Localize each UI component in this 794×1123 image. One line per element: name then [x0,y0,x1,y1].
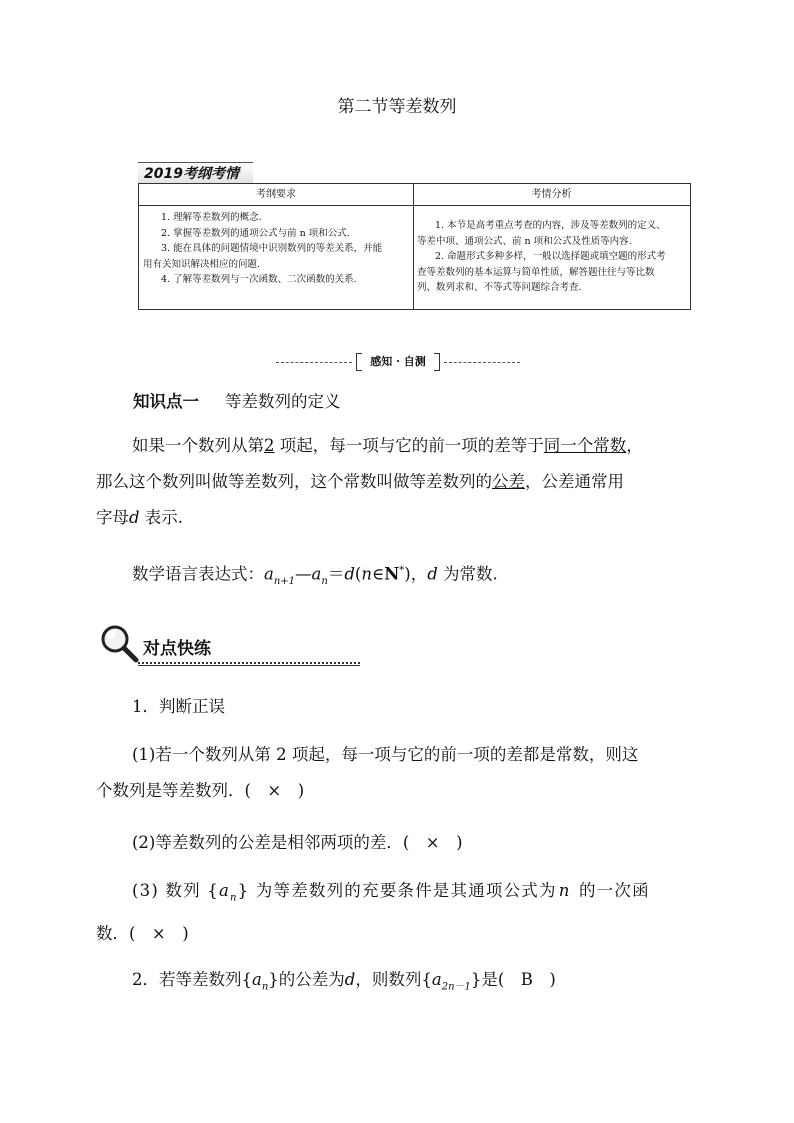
def-line-3 [96,500,700,536]
math-var: a [218,881,231,900]
math-sub: n+1 [273,575,296,587]
blank-answer: 2 [264,436,275,455]
practice-section-header [98,622,268,666]
page-title: 第二节等差数列 [337,97,457,117]
exam-info-badge: 2019考纲考情 [138,162,253,183]
requirement-line: 4. 了解等差数列与一次函数、二次函数的关系. [161,274,357,286]
requirements-cell [143,210,411,288]
math-var: d [129,508,140,527]
kp-title: 等差数列的定义 [225,392,341,411]
text: ，则数列{ [355,970,432,989]
text: (3) 数列 { [132,881,219,900]
analysis-line: 列、数列求和、不等式等问题综合考查. [417,282,582,294]
section-divider [276,352,520,372]
requirement-line: 3. 能在具体的问题情境中识别数列的等差关系，并能 [161,243,383,255]
text: 如果一个数列从第 [132,436,264,455]
question-line [96,873,702,916]
question-line: 数．( × ) [96,924,189,944]
math-var: a [311,564,322,584]
kp-number: 知识点一 [133,392,199,411]
divider-dash-right [444,362,520,363]
math-op: ( [354,564,362,584]
analysis-line: 查等差数列的基本运算与简单性质，解答题往往与等比数 [417,266,655,278]
blank-answer: 公差 [492,472,525,491]
text: ， [626,436,643,455]
question-1 [132,689,225,725]
math-sub: 2n－1 [441,981,471,993]
question-1-2: (2)等差数列的公差是相邻两项的差．( × ) [132,833,463,852]
math-op: ＝ [327,564,345,584]
text: 的一次函 [572,881,650,900]
math-var: n [361,564,372,584]
question-1-3 [96,873,702,952]
math-set: N [384,564,400,584]
text: ，公差通常用 [525,472,624,491]
table-header-requirements: 考纲要求 [139,184,413,206]
question-number: 1． [132,697,159,716]
math-sub: n [230,892,238,904]
section-rule [138,662,360,664]
question-2 [132,962,556,1005]
analysis-line: 1. 本节是高考重点考查的内容，涉及等差数列的定义、 [435,220,666,231]
section-rule [138,665,360,666]
requirement-line: 2. 掌握等差数列的通项公式与前 n 项和公式. [161,227,350,239]
math-op: )， [404,564,428,584]
section-label: 对点快练 [143,639,211,659]
analysis-line: 等差中项、通项公式、前 n 项和公式及性质等内容. [417,235,632,247]
text: }的公差为 [268,970,345,989]
question-text: 判断正误 [159,697,225,716]
def-line-2 [96,464,700,500]
text: 数学语言表达式： [132,564,264,584]
text: 表示. [139,508,184,527]
math-var: a [252,970,262,989]
text: 那么这个数列叫做等差数列，这个常数叫做等差数列的 [96,472,492,491]
question-line: 个数列是等差数列．( × ) [96,781,305,800]
math-var: d [344,564,355,584]
math-op: ∈ [371,564,385,584]
text: 字母 [96,508,129,527]
requirement-line: 用有关知识解决相应的问题. [143,258,261,270]
text: 项起，每一项与它的前一项的差等于 [274,436,544,455]
exam-requirements-table [138,183,691,310]
requirement-line: 1. 理解等差数列的概念. [161,212,262,223]
def-line-1 [96,428,700,464]
text: }是( B ) [470,970,556,989]
divider-dash-left [276,362,352,363]
magnifier-icon [98,622,142,666]
math-var: d [427,564,438,584]
math-var: n [558,881,571,900]
table-header-analysis: 考情分析 [413,184,690,206]
knowledge-point-heading [133,388,341,412]
formula-line [132,553,498,600]
text: 为常数. [437,564,498,584]
question-1-1 [96,737,702,809]
math-sub: n [321,575,328,587]
table-column-divider [413,184,414,309]
math-sup: * [399,565,405,576]
text: 2．若等差数列{ [132,970,252,989]
math-var: d [344,970,356,989]
math-var: a [431,970,442,989]
math-sub: n [261,981,269,993]
math-var: a [264,564,274,584]
math-op: — [295,564,312,584]
analysis-cell [417,218,689,296]
divider-label: 感知 · 自测 [356,352,440,372]
text: } 为等差数列的充要条件是其通项公式为 [237,881,557,900]
definition-paragraph [96,428,700,536]
analysis-line: 2. 命题形式多种多样，一般以选择题或填空题的形式考 [435,251,666,263]
blank-answer: 同一个常数 [543,436,627,455]
question-line: (1)若一个数列从第 2 项起，每一项与它的前一项的差都是常数，则这 [132,745,639,764]
